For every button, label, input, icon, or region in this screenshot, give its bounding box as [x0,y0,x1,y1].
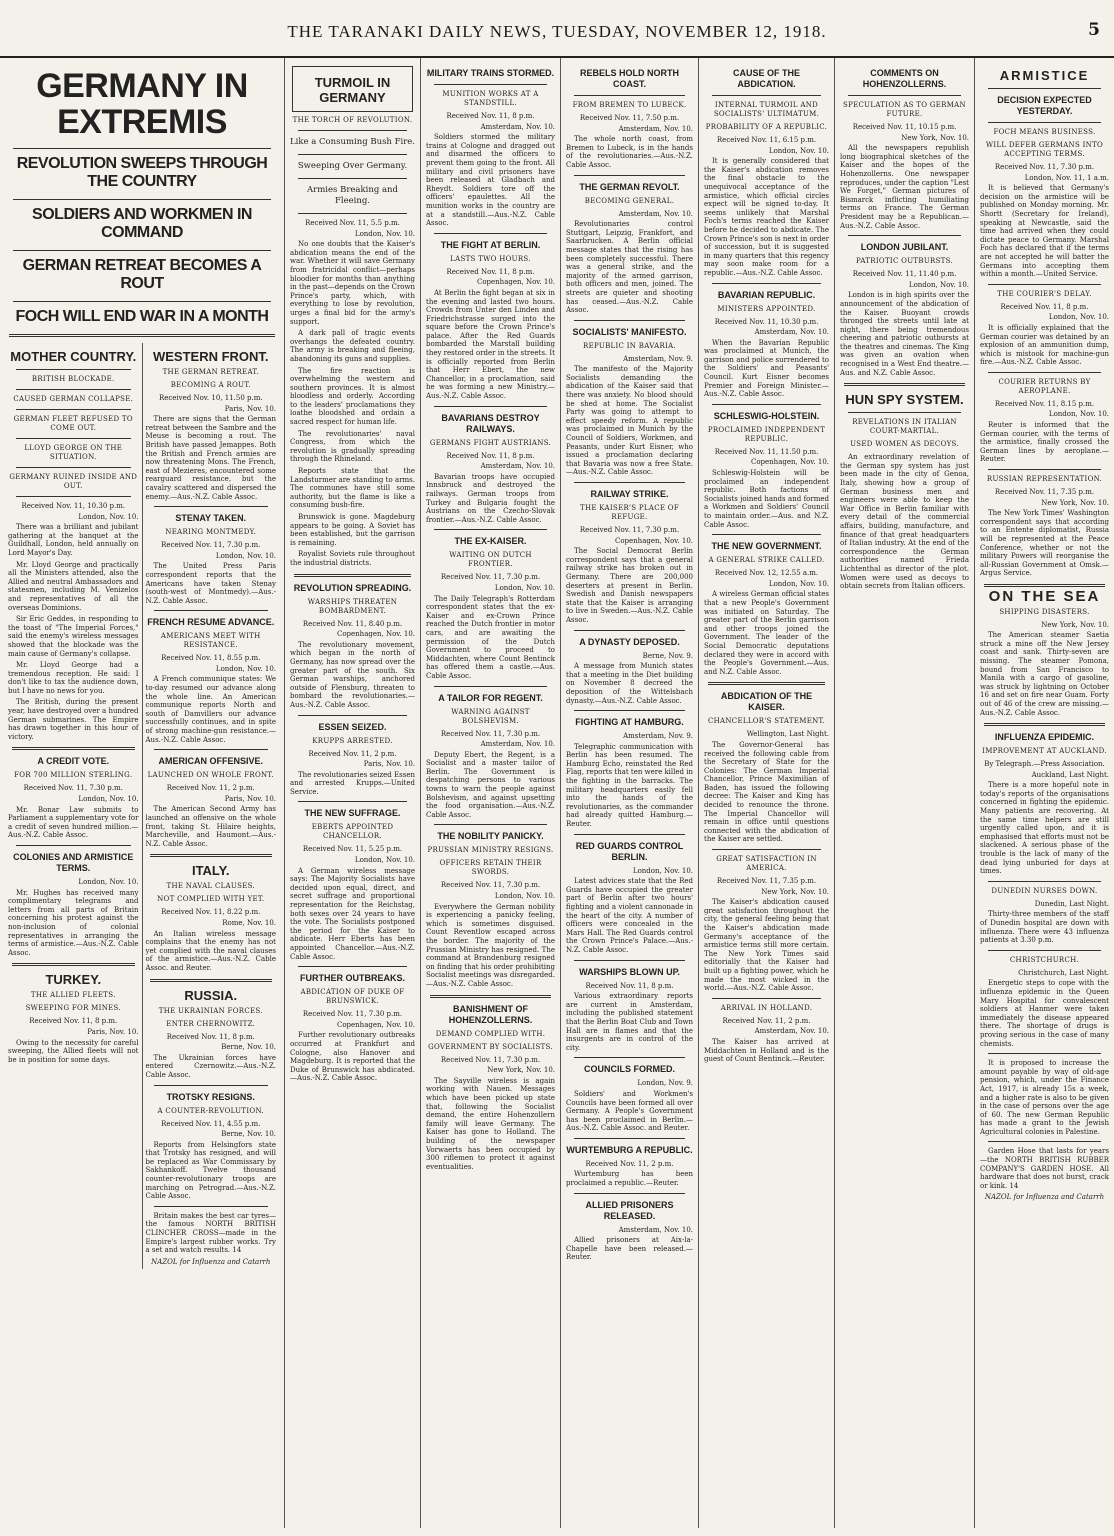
revolt-head: THE GERMAN REVOLT. [579,181,680,192]
subhead: THE ALLIED FLEETS. [30,991,116,1000]
rebels-head: REBELS HOLD NORTH COAST. [580,68,679,89]
received-line: Received Nov. 11, 8 p.m. [585,981,674,990]
paragraph: The revolutionary movement, which began in the north of Germany, has now spread over the greater part of the south. Six German warships, anchored outside of Flensburg, threaten to bombard the revolutionaries.—Aus.-N.Z. Cable Assoc. [290,640,415,709]
subhead: CHANCELLOR'S STATEMENT. [707,717,826,726]
received-line: Received Nov. 11, 4.55 p.m. [161,1119,261,1128]
dateline: Christchurch, Last Night. [1018,968,1109,977]
column-armistice [974,58,1114,1528]
subhead: WILL DEFER GERMANS INTO ACCEPTING TERMS. [985,141,1104,158]
paragraph: There is a more hopeful note in today's reports of the organisations concerned in fighting the epidemic. Many patients are recovering. At the same time helpers are still urgently called upon, and it is emphasised that efforts must not be slackened. A serious phase of the trouble is the lack of many of the dead lying unburied for days at times. [980,781,1109,876]
dateline: New York, Nov. 10. [487,1066,555,1075]
paragraph: The manifesto of the Majority Socialists demanding the abdication of the Kaiser said that there was anxiety. No blood should be shed at home. The Socialist Party was going to attempt to effect speedy reform. A republic was proclaimed in Munich by the Council of Soldiers, Workmen, and Peasants, under Kurt Eisner, who issued a proclamation declaring that Bavaria was now a free State.—Aus.-N.Z. Cable Assoc. [566,365,693,477]
paragraph: Bavarian troops have occupied Innsbruck and destroyed the railways. German troops from Turkey and Bulgaria fought the Austrians on the Czecho-Slovak frontier.—Aus.-N.Z. Cable Assoc. [426,472,555,524]
paragraph: Telegraphic communication with Berlin has been resumed. The Hamburg Echo, reinstated the Red Flag, reports that ten were killed in the fighting in the barracks. The military headquarters easily fell into the hands of the revolutionaries, as the commander had already quitted Hamburg.—Reuter. [566,742,693,829]
received-line: Received Nov. 11, 2 p.m. [166,784,255,793]
column-abdication [698,58,834,1528]
paragraph: Mr. Lloyd George had a tremendous reception. He said: I don't like to tax the audience down, but I have no news for you. [8,661,139,695]
councils-head: COUNCILS FORMED. [584,1064,675,1075]
paragraph: A wireless German official states that a new People's Government was initiated on Saturday. The greater part of the Berlin garrison and other troops joined the Government. The leader of the Social Democratic deputations declared they were in accord with the People's Government.—Aus. and N.Z. Cable Assoc. [704,590,829,676]
subhead: OFFICERS RETAIN THEIR SWORDS. [439,859,542,877]
deck-foch: FOCH WILL END WAR IN A MONTH [15,308,269,325]
paragraph: The American Second Army has launched an offensive on the whole front, taking St. Hilaire heights, Marcheville, and Haumont.—Aus.-N.Z. Cable Assoc. [145,805,276,848]
paragraph: Energetic steps to cope with the influenza epidemic in the Queen Mary Hospital for convalescent soldiers at Hanmer were taken immediately the disease appeared there. The shortage of drugs is proving serious in the case of many chemists. [980,979,1109,1048]
subhead: SWEEPING FOR MINES. [25,1004,121,1013]
dateline: Paris, Nov. 10. [363,760,415,769]
received-line: Received Nov. 11, 8.55 p.m. [161,654,261,663]
subhead: REVELATIONS IN ITALIAN COURT-MARTIAL. [852,418,957,436]
aeroplane-head: COURIER RETURNS BY AEROPLANE. [998,377,1091,395]
dateline: London, Nov. 10. [768,579,829,588]
received-line: Received Nov. 11, 8.22 p.m. [161,908,261,917]
received-line: Received Nov. 11, 7.30 p.m. [302,1010,403,1019]
bavarian-republic-head: BAVARIAN REPUBLIC. [717,289,816,300]
deck-line: Sweeping Over Germany. [297,161,408,171]
paragraph: London is in high spirits over the announcement of the abdication of the Kaiser. Buoyant crowds thronged the streets until late at night, there being tremendous cheering and patriotic outbursts at the theatres and cinemas. The King was given an ovation when recognised in a West End theatre.—Aus. and N.Z. Cable Assoc. [840,291,969,377]
paragraph: Mr. Lloyd George and practically all the Ministers attended, also the Allied and neutral Ambassadors and statesmen, including M. Venizelos and representatives of all the overseas Dominions. [8,560,139,612]
schleswig-head: SCHLESWIG-HOLSTEIN. [713,410,820,421]
masthead-title: THE TARANAKI DAILY NEWS, TUESDAY, NOVEMBER 12, 1918. [287,22,827,41]
french-head: FRENCH RESUME ADVANCE. [147,617,275,628]
subhead: MUNITION WORKS AT A STANDSTILL. [442,90,539,107]
paragraph: The Daily Telegraph's Rotterdam correspondent states that the ex-Kaiser and ex-Crown Prince reached the Dutch frontier in motor cars, and are awaiting the permission of the Dutch Government to proceed to Middachten, where Count Bentinck has offered them a castle.—Aus. Cable Assoc. [426,594,555,680]
paragraph: A French communique states: We to-day resumed our advance along the whole line. An American communique reports North and south of Damvillers our advance successfully continues, and in spite of strong machine-gun resistance.—Aus.-N.Z. Cable Assoc. [145,675,276,744]
paragraph: The New York Times' Washington correspondent says that according to an Entente diplomatist, Russia will be represented at the Peace Conference, whether or not the military Powers will reorganise the all-Russian Government at Omsk.—Argus Service. [980,509,1109,578]
wurtemburg-head: WURTEMBURG A REPUBLIC. [566,1144,693,1155]
subhead: A GENERAL STRIKE CALLED. [708,556,825,565]
deck-line: Armies Breaking and Fleeing. [307,185,398,206]
holland-head: ARRIVAL IN HOLLAND. [720,1003,813,1012]
subhead: GERMANS FIGHT AUSTRIANS. [429,438,552,447]
redguards-head: RED GUARDS CONTROL BERLIN. [575,840,684,862]
turmoil-head: TURMOIL IN GERMANY [314,75,391,105]
christchurch-head: CHRISTCHURCH. [1009,955,1080,964]
subhead: CAUSED GERMAN COLLAPSE. [13,395,134,403]
paragraph: It is proposed to increase the amount payable by way of old-age pension, which, under the Finance Act, 1917, is already 15s a week, and a higher rate is also to be given in the case of persons over the age of 60. The new German Republic has made a grant to the Jewish Agricultural colonies in Palestine. [980,1059,1109,1136]
berlin-head: THE FIGHT AT BERLIN. [440,239,541,250]
dateline: Copenhagen, Nov. 10. [750,458,829,467]
dateline: Amsterdam, Nov. 10. [480,462,555,471]
received-line: Received Nov. 11, 8.40 p.m. [302,619,403,628]
subhead: EBERTS APPOINTED CHANCELLOR. [311,823,394,841]
subhead: THE UKRAINIAN FORCES. [158,1006,263,1015]
dateline: Amsterdam, Nov. 10. [618,1225,693,1234]
subhead: GOVERNMENT BY SOCIALISTS. [428,1042,553,1051]
column-turmoil [284,58,420,1528]
paragraph: The Kaiser has arrived at Middachten in Holland and is the guest of Count Bentinck.—Reuter. [704,1037,829,1064]
subhead: WARNING AGAINST BOLSHEVISM. [451,707,530,725]
dateline: London, Nov. 10. [768,146,829,155]
dynasty-head: A DYNASTY DEPOSED. [579,636,680,647]
credit-head: A CREDIT VOTE. [37,756,110,767]
received-line: Received Nov. 11, 7.30 p.m. [994,163,1095,171]
paragraph: Latest advices state that the Red Guards have occupied the greater part of Berlin after two hours' fighting and a violent cannonade in the heart of the city. A number of officers were concealed in the Mars Hall. The Red Guards control the Crown Prince's Palace.—Aus.-N.Z. Cable Assoc. [566,877,693,954]
suffrage-head: THE NEW SUFFRAGE. [304,808,401,819]
mother-country-head: MOTHER COUNTRY. [10,349,137,364]
paragraph: The revolutionaries seized Essen and arrested Krupps.—United Service. [290,770,415,796]
dateline: London, Nov. 10. [354,856,415,865]
subhead: DEMAND COMPLIED WITH. [435,1029,546,1038]
dateline: Paris, Nov. 10. [224,404,276,413]
banishment-head: BANISHMENT OF HOHENZOLLERNS. [448,1003,533,1025]
subhead: REPUBLIC IN BAVARIA. [583,341,676,350]
new-government-head: THE NEW GOVERNMENT. [711,541,822,552]
dateline: Auckland, Last Night. [1031,770,1109,779]
dateline: London, Nov. 10. [78,878,139,886]
received-line: Received Nov. 11, 10.15 p.m. [852,123,957,131]
subhead: WARSHIPS THREATEN BOMBARDMENT. [307,597,398,615]
paragraph: Owing to the necessity for careful sweeping, the Allied fleets will not be in position for some days. [8,1038,139,1064]
subhead: ABDICATION OF DUKE OF BRUNSWICK. [300,988,405,1006]
received-line: Received Nov. 11, 7.30 p.m. [440,881,541,890]
received-line: Received Nov. 11, 7.30 p.m. [440,573,541,582]
subhead: PROCLAIMED INDEPENDENT REPUBLIC. [707,425,826,443]
subhead: INTERNAL TURMOIL AND SOCIALISTS' ULTIMATUM. [713,101,820,118]
paragraph: Reports from Helsingfors state that Trotsky has resigned, and will be replaced as War Commissary by Sakhankoff. Twelve thousand counter-revolutionary troops are marching on Petrograd.—Aus.-N.Z. Cable Assoc. [145,1140,276,1201]
paragraph: The fire reaction is overwhelming the western and southern provinces. It is almost bloodless and orderly. According to the leaders' proclamations they loathe bloodshed and ordain a sacred respect for human life. [290,366,415,427]
received-line: Received Nov. 10, 11.50 p.m. [158,394,263,402]
dateline: London, Nov. 10. [908,280,969,289]
received-line: Received Nov. 11, 7.35 p.m. [994,488,1095,497]
dateline: London, Nov. 10. [78,795,139,804]
dateline: Paris, Nov. 10. [224,794,276,803]
subhead: THE NAVAL CLAUSES. [166,882,255,891]
dateline: Copenhagen, Nov. 10. [476,278,555,287]
column-rebels [560,58,698,1528]
subhead: SHIPPING DISASTERS. [999,607,1090,616]
subhead: FROM BREMEN TO LUBECK. [572,101,687,109]
paragraph: Revolutionaries control Stuttgart, Leipzig, Frankfort, and Saarbrucken. A Berlin official message states that the rising has been completely successful. There was a general strike, and the majority of the armed garrison, both officers and men, joined. The streets are quieter and shooting has ceased.—Aus.-N.Z. Cable Assoc. [566,220,693,315]
deck-line: Like a Consuming Bush Fire. [290,137,416,147]
dateline: Amsterdam, Nov. 10. [618,124,693,133]
paragraph: It is generally considered that the Kaiser's abdication removes the final obstacle to the unequivocal acceptance of the armistice, which official circles expect will be signed to-day. It seems unlikely that Marshal Foch's terms reached the Kaiser before he decided to abdicate. The Crown Prince's son is next in order of succession, but it is suggested in many quarters that this regency may soon make room for a republic.—Aus.-N.Z. Cable Assoc. [704,157,829,277]
paragraph: Reports state that the Landsturmer are standing to arms. The communes have still some authority, but the flame is like a consuming bush-fire. [290,467,415,510]
comments-head: COMMENTS ON HOHENZOLLERNS. [862,68,947,89]
subhead: LAUNCHED ON WHOLE FRONT. [147,771,274,780]
paragraph: The Sayville wireless is again working with Nauen. Messages which have been picked up state that, following the Socialist demand, the entire Hohenzollern family will leave Germany. The Kaiser has gone to Holland. The building of the newspaper Vorwaerts has been occupied by 300 riflemen to protect it against eventualities. [426,1076,555,1171]
paragraph: There are signs that the German retreat between the Sambre and the Meuse is becoming a rout. The British have passed Jemappes. Both the British and French armies are now threatening Mons. The French, east of Mezieres, encountered some rearguard resistance, but the cavalry scattered and dispersed the enemy.—Aus.-N.Z. Cable Assoc. [145,415,276,501]
dateline: London, Nov. 11, 1 a.m. [1024,173,1109,182]
paragraph: The whole north coast, from Bremen to Lubeck, is in the hands of the revolutionaries.—Aus.-N.Z. Cable Assoc. [566,135,693,169]
received-line: Received Nov. 11, 8 p.m. [446,267,535,276]
nobility-head: THE NOBILITY PANICKY. [437,831,544,842]
received-line: Received Nov. 12, 12.55 a.m. [714,569,819,578]
received-line: Received Nov. 11, 11.40 p.m. [852,270,957,279]
dateline: Rome, Nov. 10. [222,918,276,927]
received-line: Received Nov. 11, 8 p.m. [446,112,535,120]
received-line: Received Nov. 11, 8 p.m. [446,451,535,460]
paragraph: The British, during the present year, have destroyed over a hundred German submarines. The Empire has drawn together in this hour of victory. [8,698,139,741]
dateline: Copenhagen, Nov. 10. [614,536,693,545]
russia-head: RUSSIA. [184,987,238,1003]
dateline: Paris, Nov. 10. [87,1027,139,1036]
influenza-head: INFLUENZA EPIDEMIC. [994,732,1095,743]
main-headline: GERMANY IN EXTREMIS [36,67,248,141]
dunedin-head: DUNEDIN NURSES DOWN. [991,886,1098,895]
trains-head: MILITARY TRAINS STORMED. [426,68,555,78]
paragraph: Mr. Hughes has received many complimentary telegrams and letters from all parts of Britain concerning his protest against the non-inclusion of colonial representatives in arranging the terms of armistice.—Aus.-N.Z. Cable Assoc. [8,888,139,957]
on-the-sea-head: ON THE SEA [988,587,1101,605]
received-line: Received Nov. 11, 7.30 p.m. [579,526,680,534]
railway-head: RAILWAY STRIKE. [590,489,669,499]
armistice-head: ARMISTICE [999,68,1090,83]
received-line: Received Nov. 11, 7.30 p.m. [440,1055,541,1064]
subhead: USED WOMEN AS DECOYS. [850,440,959,449]
stenay-head: STENAY TAKEN. [175,513,247,524]
dateline: New York, Nov. 10. [901,133,969,142]
dateline: Berne, Nov. 10. [221,1043,276,1052]
paragraph: Everywhere the German nobility is experiencing a panicky feeling, which is sometimes disguised. Count Reventlow escaped across the border. The majority of the Prussian Ministry has resigned. The command at Brandenburg resigned on finding that his order prohibiting Socialist meetings was disregarded.—Aus.-N.Z. Cable Assoc. [426,902,555,988]
exkaiser-head: THE EX-KAISER. [454,536,527,547]
subhead: PATRIOTIC OUTBURSTS. [855,257,954,266]
received-line: Received Nov. 11, 2 p.m. [722,1016,811,1025]
advertisement: Garden Hose that lasts for years—the NORTH BRITISH RUBBER COMPANY'S GARDEN HOSE. All hardware that does not burst, crack or kink. 14 [980,1147,1109,1190]
revolution-head: REVOLUTION SPREADING. [293,582,412,593]
subhead: PROBABILITY OF A REPUBLIC. [705,123,828,131]
column-military-trains [420,58,560,1528]
paragraph: A German wireless message says: The Majority Socialists have decided upon equal, direct, and secret suffrage and proportional representation for the Reichstag, both sexes over 24 years to have the vote. The Socialists postponed the period for the Kaiser to abdicate. Herr Eberts has been appointed Chancellor.—Aus.-N.Z. Cable Assoc. [290,866,415,961]
received-line: Received Nov. 11, 11.50 p.m. [714,447,819,456]
paragraph: Mr. Bonar Law submits to Parliament a supplementary vote for a credit of seven hundred million.—Aus.-N.Z. Cable Assoc. [8,805,139,840]
subhead: BRITISH BLOCKADE. [31,375,115,383]
warships-head: WARSHIPS BLOWN UP. [579,966,680,977]
paragraph: All the newspapers republish long biographical sketches of the Kaiser and the hopes of the Hohenzollerns. One newspaper reproduces, under the caption "Lest We Forget," German pictures of Bismarck inflicting humiliating terms on France. The German President may be a Republican.—Aus.-N.Z. Cable Assoc. [840,144,969,230]
hamburg-head: FIGHTING AT HAMBURG. [575,717,684,728]
received-line: Received Nov. 11, 6.15 p.m. [716,136,817,144]
dateline: Copenhagen, Nov. 10. [336,1020,415,1029]
satisfaction-head: GREAT SATISFACTION IN AMERICA. [716,855,817,873]
masthead [0,0,1114,58]
american-head: AMERICAN OFFENSIVE. [158,756,263,767]
page-number: 5 [1088,20,1100,40]
essen-head: ESSEN SEIZED. [318,721,387,732]
subhead: THE GERMAN RETREAT. [162,368,259,376]
paragraph: When the Bavarian Republic was proclaimed at Munich, the garrison and police surrendered to the Soldiers' and Peasants' Council. Kurt Eisner becomes Premier and Foreign Minister.—Aus.-N.Z. Cable Assoc. [704,338,829,399]
dateline: Berne, Nov. 9. [642,651,693,660]
subhead: DECISION EXPECTED YESTERDAY. [997,95,1092,116]
subhead: AMERICANS MEET WITH RESISTANCE. [160,632,261,650]
regent-head: A TAILOR FOR REGENT. [438,692,543,703]
paragraph: Thirty-three members of the staff of Dunedin hospital are down with influenza. There were 43 influenza patients at 3.30 p.m. [980,910,1109,945]
paragraph: Further revolutionary outbreaks occurred at Frankfurt and Cologne, also Hanover and Magdeburg. It is reported that the Duke of Brunswick has abdicated.—Aus.-N.Z. Cable Assoc. [290,1031,415,1083]
paragraph: At Berlin the fight began at six in the evening and lasted two hours. Crowds from Unter den Linden and Friedrichstrasse surged into the square before the Crown Prince's palace. After the Red Guards bombarded the Marstall building they restored order in the streets. It is officially reported from Berlin that Herr Ebert, the new Chancellor, in a proclamation, said he was forming a new Ministry.—Aus.-N.Z. Cable Assoc. [426,288,555,401]
paragraph: Deputy Ebert, the Regent, is a Socialist and a master tailor of Berlin. The Government is despatching persons to various towns to warn the people against Bolshevism, and against upsetting the food organisation.—Aus.-N.Z. Cable Assoc. [426,750,555,819]
manifesto-head: SOCIALISTS' MANIFESTO. [572,326,687,337]
lead-subcolumns [5,343,279,1269]
courier-head: THE COURIER'S DELAY. [997,289,1092,298]
received-line: Received Nov. 11, 2 p.m. [585,1159,674,1168]
dateline: Amsterdam, Nov. 10. [618,209,693,218]
received-line: Received Nov. 11, 10.30 p.m. [21,502,126,510]
received-line: Received Nov. 11, 10.30 p.m. [714,317,819,326]
paragraph: A message from Munich states that a meeting in the Diet building on November 8 decreed the deposition of the Wittelsbach dynasty.—Aus.-N.Z. Cable Assoc. [566,662,693,705]
paragraph: Schleswig-Holstein will be proclaimed an independent republic. Both factions of Socialists joined hands and formed a Workmen and Soldiers' Council to maintain order.—Aus. and N.Z. Cable Assoc. [704,469,829,529]
western-front-column [142,343,280,1269]
mother-country-column [5,343,142,1269]
paragraph: Brunswick is gone. Magdeburg appears to be going. A Soviet has been established, but the garrison is remaining. [290,513,415,547]
byline: By Telegraph.—Press Association. [984,760,1105,769]
paragraph: The American steamer Saetia struck a mine off the New Jersey coast and sank. Thirty-seven are missing. The steamer Pomona, bound from San Francisco to Manila with a cargo of gasoline, was struck by lightning on October 16 and set on fire near Guam. Forty out of 46 of the crew are missing.—Aus.-N.Z. Cable Assoc. [980,631,1109,717]
dateline: London, Nov. 10. [494,583,555,592]
subhead: PRUSSIAN MINISTRY RESIGNS. [427,846,554,855]
paragraph: There was a brilliant and jubilant gathering at the banquet at the Guildhall, London, held annually on Lord Mayor's Day. [8,523,139,557]
subhead: LLOYD GEORGE ON THE SITUATION. [24,444,123,461]
received-line: Received Nov. 11, 5.5 p.m. [305,219,400,227]
trotsky-head: TROTSKY RESIGNS. [166,1091,255,1102]
paragraph: It is believed that Germany's decision on the armistice will be published on Monday morning. Mr. Shortt (Secretary for Ireland), speaking at Newcastle, said the time had arrived when they could dictate peace to Germany. Marshal Foch has declared that if the terms are not accepted he will batter the Germans into accepting them within a month.—United Service. [980,184,1109,279]
subhead: THE TORCH OF REVOLUTION. [292,116,413,124]
italy-head: ITALY. [191,863,230,879]
ad-tagline: NAZOL for Influenza and Catarrh [151,1257,271,1266]
paragraph: Sir Eric Geddes, in responding to the toast of "The Imperial Forces," said the enemy's wireless messages showed that the blockade was the main cause of Germany's collapse. [8,615,139,658]
received-line: Received Nov. 11, 7.50 p.m. [579,114,680,122]
subhead: LASTS TWO HOURS. [450,254,531,263]
paragraph: Wurtemburg has been proclaimed a republic.—Reuter. [566,1170,693,1188]
hun-spy-head: HUN SPY SYSTEM. [845,392,964,408]
paragraph: The Ukrainian forces have entered Czernowitz.—Aus.-N.Z. Cable Assoc. [145,1053,276,1079]
received-line: Received Nov. 11, 7.30 p.m. [23,784,123,793]
paragraph: Soldiers stormed the military trains at Cologne and dragged out and disarmed the officers to prevent them going to the front. All military and civil prisoners have been released at Gladbach and Rheydt. Soldiers tore off the officers' epaulettes. All the munition works in the country are at a standstill.—Aus.-N.Z. Cable Assoc. [426,133,555,228]
subhead: MINISTERS APPOINTED. [717,304,816,313]
received-line: Received Nov. 11, 7.30 p.m. [161,541,261,550]
outbreaks-head: FURTHER OUTBREAKS. [300,973,405,984]
dateline: Amsterdam, Nov. 9. [623,732,693,741]
paragraph: Various extraordinary reports are current in Amsterdam, including the published statement that the Berlin Boat Club and Town Hall are in flames and that the insurgents are in control of the city. [566,992,693,1052]
dateline: Copenhagen, Nov. 10. [336,630,415,639]
subhead: BECOMING GENERAL. [584,196,675,205]
deck-retreat: GERMAN RETREAT BECOMES A ROUT [22,257,262,292]
cause-head: CAUSE OF THE ABDICATION. [732,68,800,89]
column-comments [834,58,974,1528]
column-lead [0,58,284,1528]
subhead: FOCH MEANS BUSINESS. [993,128,1096,136]
received-line: Received Nov. 11, 8 p.m. [29,1017,118,1026]
received-line: Received Nov. 11, 8 p.m. [1000,302,1089,311]
received-line: Received Nov. 11, 7.35 p.m. [716,877,817,886]
paragraph: The Governor-General has received the following cable from the Secretary of State for the Colonies: The German Imperial Chancellor, Prince Maximilian of Baden, has issued the following decree: The Kaiser and King has decided to renounce the throne. The Imperial Chancellor will remain in office until questions connected with the abdication of the Kaiser are settled. [704,740,829,844]
dateline: London, Nov. 10. [632,866,693,875]
deck-soldiers: SOLDIERS AND WORKMEN IN COMMAND [32,206,252,241]
ad-tagline: NAZOL for Influenza and Catarrh [984,1193,1105,1202]
paragraph: No one doubts that the Kaiser's abdication means the end of the war. Whether it will save Germany from fratricidal conflict—perhaps bloodier for months than anything in the past—depends on the Crown Prince's party, which, with everything to lose by revolution, urges a final bid for the army's support. [290,240,415,326]
dateline: Berne, Nov. 10. [221,1130,276,1139]
received-line: Received Nov. 11, 7.30 p.m. [440,729,541,738]
received-line: Received Nov. 11, 8 p.m. [166,1032,255,1041]
dateline: Amsterdam, Nov. 10. [754,328,829,337]
dateline: London, Nov. 10. [215,551,276,560]
dateline: Amsterdam, Nov. 9. [623,354,693,363]
subhead: FOR 700 MILLION STERLING. [14,771,133,780]
subhead: GERMAN FLEET REFUSED TO COME OUT. [13,415,133,432]
paragraph: Royalist Soviets rule throughout the industrial districts. [290,550,415,567]
bavarians-head: BAVARIANS DESTROY RAILWAYS. [441,412,540,434]
western-front-head: WESTERN FRONT. [152,349,269,364]
dateline: New York, Nov. 10. [761,887,829,896]
subhead: ENTER CHERNOWITZ. [166,1019,256,1028]
dateline: London, Nov. 10. [215,664,276,673]
dateline: London, Nov. 10. [1048,313,1109,322]
paragraph: The Kaiser's abdication caused great satisfaction throughout the city, the general feeling being that the Kaiser's abdication made Germany's acceptance of the armistice terms still more certain. The New York Times said editorially that the Kaiser had built up a fighting power, which he made the most wicked in the world.—Aus.-N.Z. Cable Assoc. [704,898,829,993]
dateline: London, Nov. 9. [637,1079,693,1088]
dateline: Amsterdam, Nov. 10. [754,1027,829,1036]
dateline: Amsterdam, Nov. 10. [480,122,555,131]
subhead: THE KAISER'S PLACE OF REFUGE. [580,504,679,521]
paragraph: The revolutionaries' naval Congress, from which the revolution is gradually spreading through the Rhineland. [290,429,415,464]
subhead: NEARING MONTMEDY. [165,528,257,537]
abdication-head: ABDICATION OF THE KAISER. [720,691,813,713]
paragraph: The Social Democrat Berlin correspondent says that a general railway strike has broken out in Germany. There are 200,000 deserters at present in Berlin. Swedish and Danish newspapers state that the Kaiser is arranging to live in Sweden.—Aus.-N.Z. Cable Assoc. [566,547,693,624]
deck-revolution: REVOLUTION SWEEPS THROUGH THE COUNTRY [16,155,268,190]
dateline: London, Nov. 10. [354,229,415,238]
dateline: London, Nov. 10. [494,892,555,901]
paragraph: An Italian wireless message complains that the enemy has not yet complied with the naval clauses of the armistice.—Aus.-N.Z. Cable Assoc. and Reuter. [145,929,276,972]
subhead: SPECULATION AS TO GERMAN FUTURE. [843,101,966,118]
dateline: Dunedin, Last Night. [1034,899,1109,908]
turkey-head: TURKEY. [45,972,102,988]
paragraph: Reuter is informed that the German courier, with the terms of the armistice, finally crossed the German lines by aeroplane.—Reuter. [980,421,1109,464]
subhead: A COUNTER-REVOLUTION. [157,1106,264,1115]
dateline: Amsterdam, Nov. 10. [480,740,555,749]
advertisement: Britain makes the best car tyres—the famous NORTH BRITISH CLINCHER CROSS—made in the Empire's largest rubber works. Try a set and watch results. 14 [145,1211,276,1255]
paragraph: It is officially explained that the German courier was detained by an explosion of an ammunition dump, which is mistook for machine-gun fire.—Aus.-N.Z. Cable Assoc. [980,323,1109,367]
dateline: London, Nov. 10. [1048,410,1109,419]
subhead: NOT COMPLIED WITH YET. [157,895,265,904]
prisoners-head: ALLIED PRISONERS RELEASED. [585,1199,674,1221]
dateline: Wellington, Last Night. [746,730,829,739]
paragraph: Allied prisoners at Aix-la-Chapelle have been released.—Reuter. [566,1236,693,1262]
subhead: GERMANY RUINED INSIDE AND OUT. [9,473,138,490]
russian-head: RUSSIAN REPRESENTATION. [986,475,1103,484]
paragraph: The United Press Paris correspondent reports that the Americans have taken Stenay (south-west of Montmedy).—Aus.-N.Z. Cable Assoc. [145,562,276,605]
paragraph: An extraordinary revelation of the German spy system has just been made in the city of Genoa, Italy, showing how a group of German business men and engineers were able to keep the War Office in Berlin familiar with every detail of the commercial affairs, building, manufacture, and finance of that great headquarters of Italian industry. At the end of the correspondence the German authorities named Frieda Lichtenthal as director of the plot. Women were used as decoys to obtain secrets from Italian officers. [840,453,969,591]
received-line: Received Nov. 11, 5.25 p.m. [302,845,403,854]
paragraph: Soldiers' and Workmen's Councils have been formed all over Germany. A People's Government has been proclaimed in Berlin.—Aus.-N.Z. Cable Assoc. and Reuter. [566,1089,693,1133]
paragraph: A dark pall of tragic events overhangs the defeated country. The army is breaking and fleeing, abandoning its guns and supplies. [290,329,415,363]
received-line: Received Nov. 11, 2 p.m. [308,749,397,758]
dateline: New York, Nov. 10. [1041,498,1109,507]
subhead: BECOMING A ROUT. [170,381,251,389]
jubilant-head: LONDON JUBILANT. [860,242,949,253]
colonies-head: COLONIES AND ARMISTICE TERMS. [13,852,134,873]
dateline: New York, Nov. 10. [1041,620,1109,629]
subhead: IMPROVEMENT AT AUCKLAND. [982,747,1107,756]
subhead: WAITING ON DUTCH FRONTIER. [449,551,532,569]
received-line: Received Nov. 11, 8.15 p.m. [994,399,1095,408]
subhead: KRUPPS ARRESTED. [312,736,393,745]
dateline: London, Nov. 10. [78,512,139,521]
